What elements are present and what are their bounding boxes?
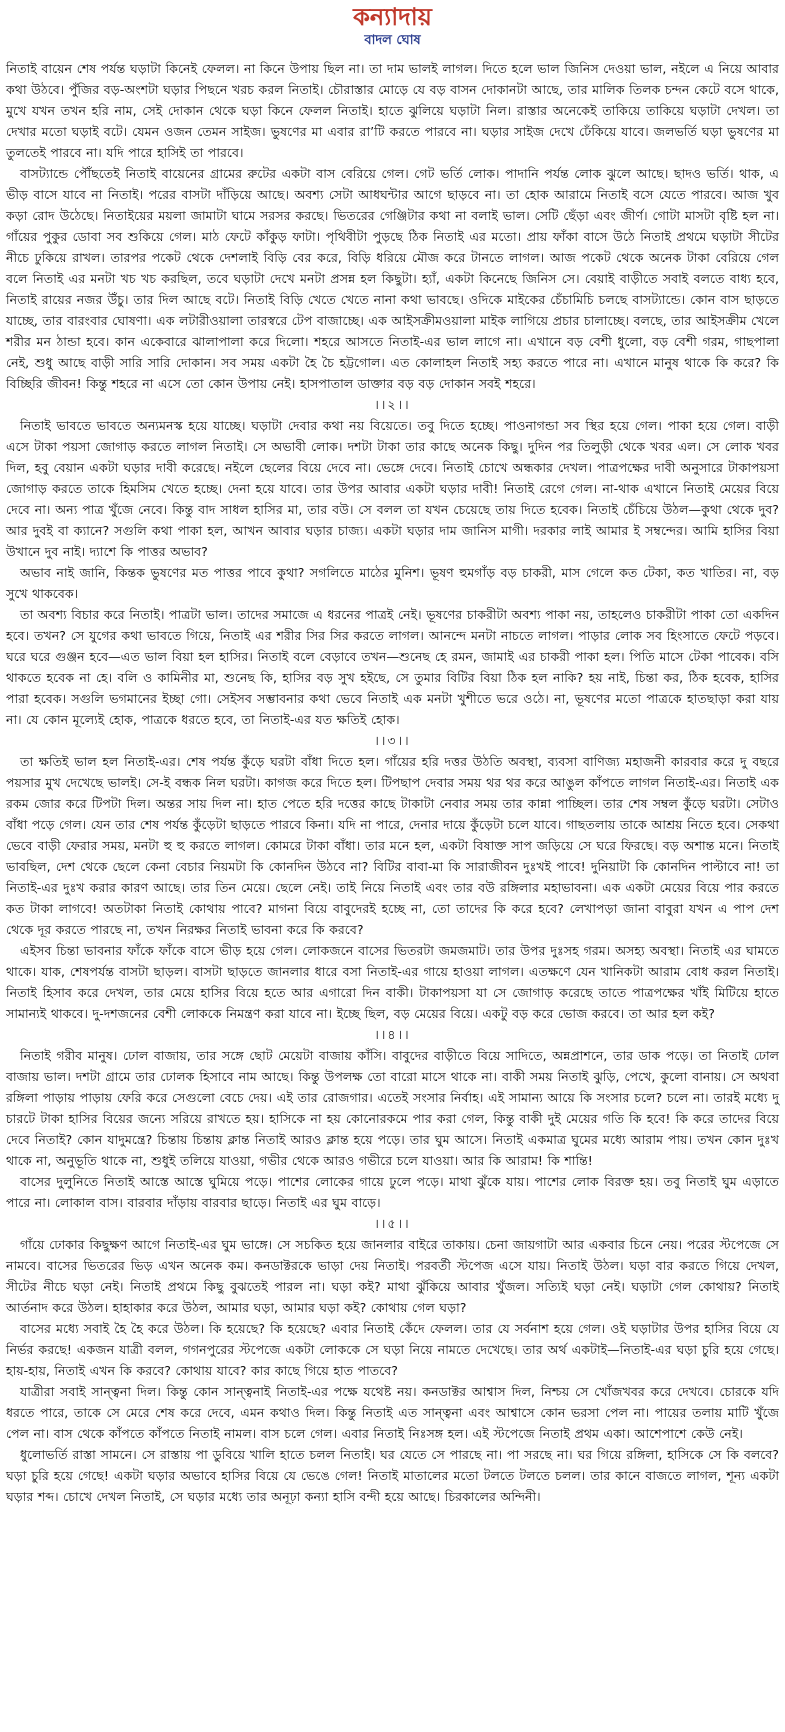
paragraph: বাসের দুলুনিতে নিতাই আস্তে আস্তে ঘুমিয়ে পড়ে। পাশের লোকের গায়ে ঢুলে পড়ে। মাথা ঝুঁকে যায়। পাশের লোক বিরক্ত হয়। তবু নিতাই ঘুম এড়াতে পারে না। লোকাল বাস। বারবার দাঁড়ায় বারবার ছাড়ে। নিতাই এর ঘুম বাড়ে।: [6, 1174, 779, 1210]
story-title: কন্যাদায়: [353, 3, 432, 31]
section-separator: ।।৩।।: [374, 733, 411, 748]
paragraph: বাসট্যান্ডে পৌঁছতেই নিতাই বায়েনের গ্রামের রুটের একটা বাস বেরিয়ে গেল। গেট ভর্তি লোক। পাদানি পর্যন্ত লোক ঝুলে আছে। ছাদও ভর্তি। থাক, এ ভীড় বাসে যাবে না নিতাই। পরের বাসটা দাঁড়িয়ে আছে। অবশ্য সেটা আধঘন্টার আগে ছাড়বে না। তা হোক আরামে নিতাই বসে যেতে পারবে। আজ খুব কড়া রোদ উঠেছে। নিতাইয়ের ময়লা জামাটা ঘামে সরসর করছে। ভিতরের গেঞ্জিটার কথা না বলাই ভাল। সেটি ছেঁড়া এবং জীর্ণ। গোটা মাসটা বৃষ্টি হল না। গাঁয়ের পুকুর ডোবা সব শুকিয়ে গেল। মাঠ ফেটে কাঁকুড় ফাটা। পৃথিবীটা পুড়ছে ঠিক নিতাই এর মতো। প্রায় ফাঁকা বাসে উঠে নিতাই প্রথমে ঘড়াটা সীটের নীচে ঢুকিয়ে রাখল। তারপর পকেট থেকে দেশলাই বিড়ি বের করে, বিড়ি ধরিয়ে মৌজ করে টানতে লাগল। আজ পকেট থেকে অনেক টাকা বেরিয়ে গেল বলে নিতাই এর মনটা খচ খচ করছিল, তবে ঘড়াটা দেখে মনটা প্রসন্ন হল কিছুটা। হ্যাঁ, একটা কিনেছে জিনিস সে। বেয়াই বাড়ীতে সবাই বলতে বাধ্য হবে, নিতাই রায়ের নজর উঁচু। তার দিল আছে বটে। নিতাই বিড়ি খেতে খেতে নানা কথা ভাবছে। ওদিকে মাইকের চেঁচামিচি চলছে বাসট্যান্ডে। কোন বাস ছাড়তে যাচ্ছে, তার বারংবার ঘোষণা। এক লটারীওয়ালা তারস্বরে টেপ বাজাচ্ছে। এক আইসক্রীমওয়ালা মাইক লাগিয়ে প্রচার চালাচ্ছে। বলছে, তার আইসক্রীম খেলে শরীর মন ঠান্ডা হবে। কান একেবারে ঝালাপালা করে দিলো। শহরে আসতে নিতাই-এর ভাল লাগে না। এখানে বড় বেশী ধুলো, বড় বেশী গরম, গাছপালা নেই, শুধু আছে বাড়ী সারি সারি দোকান। সব সময় একটা হৈ চৈ হট্টগোল। এত কোলাহল নিতাই সহ্য করতে পারে না। এখানে মানুষ থাকে কি করে? কি বিচ্ছিরি জীবন! কিন্তু শহরে না এসে তো কোন উপায় নেই। হাসপাতাল ডাক্তার বড় বড় দোকান সবই শহরে।: [6, 166, 779, 391]
section-separator: ।।৫।।: [374, 1216, 411, 1231]
section-separator: ।।২।।: [374, 397, 411, 412]
paragraph: যাত্রীরা সবাই সান্ত্বনা দিল। কিন্তু কোন সান্ত্বনাই নিতাই-এর পক্ষে যথেষ্ট নয়। কনডাক্টর আশ্বাস দিল, নিশ্চয় সে খোঁজখবর করে দেখবে। চোরকে যদি ধরতে পারে, তাকে সে মেরে শেষ করে দেবে, এমন কথাও দিল। কিন্তু নিতাই এত সান্ত্বনা এবং আশ্বাসে কোন ভরসা পেল না। পায়ের তলায় মাটি খুঁজে পেল না। বাস থেকে কাঁপতে কাঁপতে নিতাই নামল। বাস চলে গেল। এবার নিতাই নিঃসঙ্গ হল। এই স্টপেজে নিতাই প্রথম একা। আশেপাশে কেউ নেই।: [6, 1384, 779, 1441]
paragraph: এইসব চিন্তা ভাবনার ফাঁকে ফাঁকে বাসে ভীড় হয়ে গেল। লোকজনে বাসের ভিতরটা জমজমাট। তার উপর দুঃসহ গরম। অসহ্য অবস্থা। নিতাই এর ঘামতে থাকে। যাক, শেষপর্যন্ত বাসটা ছাড়ল। বাসটা ছাড়তে জানলার ধারে বসা নিতাই-এর গায়ে হাওয়া লাগল। এতক্ষণে যেন খানিকটা আরাম বোধ করল নিতাই। নিতাই হিসাব করে দেখল, তার মেয়ে হাসির বিয়ে হতে আর এগারো দিন বাকী। টাকাপয়সা যা সে জোগাড় করেছে তাতে পাত্রপক্ষের খাঁই মিটিয়ে হাতে সামান্যই থাকবে। দু-দশজনের বেশী লোককে নিমন্ত্রণ করা যাবে না। ইচ্ছে ছিল, বড় মেয়ের বিয়ে। একটু বড় করে ভোজ করবে। তা আর হল কই?: [6, 943, 779, 1021]
paragraph: তা অবশ্য বিচার করে নিতাই। পাত্রটা ভাল। তাদের সমাজে এ ধরনের পাত্রই নেই। ভূষণের চাকরীটা অবশ্য পাকা নয়, তাহলেও চাকরীটা পাকা তো একদিন হবে। তখন? সে যুগের কথা ভাবতে গিয়ে, নিতাই এর শরীর সির সির করতে লাগল। আনন্দে মনটা নাচতে লাগল। পাড়ার লোক সব হিংসাতে ফেটে পড়বে। ঘরে ঘরে গুঞ্জন হবে—এত ভাল বিয়া হল হাসির। নিতাই বলে বেড়াবে তখন—শুনেছ হে রমন, জামাই এর চাকরী পাকা হল। পিতি মাসে টেকা পাবেক। বসি থাকতে হবেক না হে। বলি ও কামিনীর মা, শুনেছ কি, হাসির বড় সুখ হইছে, সে তুমার বিটির বিয়া ঠিক হল নাকি? হয় নাই, চিন্তা কর, ঠিক হবেক, হাসির পারা হবেক। সগুলি ভগমানের ইচ্ছা গো। সেইসব সম্ভাবনার কথা ভেবে নিতাই এক মনটা খুশীতে ভরে ওঠে। না, ভূষণের মতো পাত্রকে হাতছাড়া করা যায় না। যে কোন মূল্যেই হোক, পাত্রকে ধরতে হবে, তা নিতাই-এর যত ক্ষতিই হোক।: [6, 607, 779, 727]
paragraph: তা ক্ষতিই ভাল হল নিতাই-এর। শেষ পর্যন্ত কুঁড়ে ঘরটা বাঁধা দিতে হল। গাঁয়ের হরি দত্তর উঠতি অবস্থা, ব্যবসা বাণিজ্য মহাজনী কারবার করে দু বছরে পয়সার মুখ দেখেছে ভালই। সে-ই বন্ধক নিল ঘরটা। কাগজ করে দিতে হল। টিপছাপ দেবার সময় থর থর করে আঙুল কাঁপতে লাগল নিতাই-এর। নিতাই এক রকম জোর করে টিপটা দিল। অন্তর সায় দিল না। হাত পেতে হরি দত্তের কাছে টাকাটা নেবার সময় তার কান্না পাচ্ছিল। তার শেষ সম্বল কুঁড়ে ঘরটা। সেটাও বাঁধা পড়ে গেল। যেন তার শেষ পর্যন্ত কুঁড়েটা ছাড়তে পারবে কিনা। যদি না পারে, দেনার দায়ে কুঁড়েটা চলে যাবে। গাছতলায় তাকে আশ্রয় নিতে হবে। সেকথা ভেবে বাড়ী ফেরার সময়, মনটা হু হু করতে লাগল। কোমরে টাকা বাঁধা। তার মনে হল, একটা বিষাক্ত সাপ জড়িয়ে সে ঘরে ফিরছে। বড় অশান্ত মনে। নিতাই ভাবছিল, দেশ থেকে ছেলে কেনা বেচার নিয়মটা কি কোনদিন উঠবে না? বিটির বাবা-মা কি সারাজীবন দুঃখই পাবে! দুনিয়াটা কি কোনদিন পাল্টাবে না! তা নিতাই-এর দুঃখ করার কারণ আছে। তার তিন মেয়ে। ছেলে নেই। তাই নিয়ে নিতাই এবং তার বউ রঙ্গিলার মহাভাবনা। এক একটা মেয়ের বিয়ে পার করতে কত টাকা লাগবে! অতটাকা নিতাই কোথায় পাবে? মাগনা বিয়ে বাবুদেরই হচ্ছে না, তো তাদের কি করে হবে? লেখাপড়া জানা বাবুরা যখন এ পাপ দেশ থেকে দূর করতে পারছে না, তখন নিরক্ষর নিতাই ভাবনা করে কি করবে?: [6, 754, 779, 937]
paragraph: নিতাই ভাবতে ভাবতে অন্যমনস্ক হয়ে যাচ্ছে। ঘড়াটা দেবার কথা নয় বিয়েতে। তবু দিতে হচ্ছে। পাওনাগন্ডা সব স্থির হয়ে গেল। পাকা হয়ে গেল। বাড়ী এসে টাকা পয়সা জোগাড় করতে লাগল নিতাই। সে অভাবী লোক। দশটা টাকা তার কাছে অনেক কিছু। দুদিন পর তিলুড়ী থেকে খবর এল। সে লোক খবর দিল, হবু বেয়ান একটা ঘড়ার দাবী করেছে। নইলে ছেলের বিয়ে দেবে না। ভেঙ্গে দেবে। নিতাই চোখে অন্ধকার দেখল। পাত্রপক্ষের দাবী অনুসারে টাকাপয়সা জোগাড় করতে তাকে হিমসিম খেতে হচ্ছে। দেনা হয়ে যাবে। তার উপর আবার একটা ঘড়ার দাবী! নিতাই রেগে গেল। না-থাক এখানে নিতাই মেয়ের বিয়ে দেবে না। অন্য পাত্র খুঁজে নেবে। কিন্তু বাদ সাধল হাসির মা, তার বউ। সে বলল তা যখন চেয়েছে তায় দিতে হবেক। নিতাই চেঁচিয়ে উঠল—কুথা থেকে দুব? আর দুবই বা ক্যানে? সগুলি কথা পাকা হল, আখন আবার ঘড়ার চাজ্য। একটা ঘড়ার দাম জানিস মাগী। দরকার লাই আমার ই সম্বন্দের। আমি হাসির বিয়া উখানে দুব নাই। দ্যাশে কি পাত্তর অভাব?: [6, 418, 779, 559]
paragraph: গাঁয়ে ঢোকার কিছুক্ষণ আগে নিতাই-এর ঘুম ভাঙ্গে। সে সচকিত হয়ে জানলার বাইরে তাকায়। চেনা জায়গাটা আর একবার চিনে নেয়। পরের স্টপেজে সে নামবে। বাসের ভিতরের ভিড় এখন অনেক কম। কনডাক্টরকে ভাড়া দেয় নিতাই। পরবর্তী স্টপেজ এসে যায়। নিতাই উঠল। ঘড়া বার করতে গিয়ে দেখল, সীটের নীচে ঘড়া নেই। নিতাই প্রথমে কিছু বুঝতেই পারল না। ঘড়া কই? মাথা ঝুঁকিয়ে আবার খুঁজল। সত্যিই ঘড়া নেই। ঘড়াটা গেল কোথায়? নিতাই আর্তনাদ করে উঠল। হাহাকার করে উঠল, আমার ঘড়া, আমার ঘড়া কই? কোথায় গেল ঘড়া?: [6, 1237, 779, 1315]
paragraph: অভাব নাই জানি, কিন্তক ভুষণের মত পাত্তর পাবে কুথা? সগলিতে মাঠের মুনিশ। ভূষণ হুমগাঁড় বড় চাকরী, মাস গেলে কত টেকা, কত খাতির। না, বড় সুখে থাকবেক।: [6, 565, 779, 601]
paragraph: ধুলোভর্তি রাস্তা সামনে। সে রাস্তায় পা ডুবিয়ে খালি হাতে চলল নিতাই। ঘর যেতে সে পারছে না। পা সরছে না। ঘর গিয়ে রঙ্গিলা, হাসিকে সে কি বলবে? ঘড়া চুরি হয়ে গেছে! একটা ঘড়ার অভাবে হাসির বিয়ে যে ভেঙে গেল! নিতাই মাতালের মতো টলতে টলতে চলল। তার কানে বাজতে লাগল, শূন্য একটা ঘড়ার শব্দ। চোখে দেখল নিতাই, সে ঘড়ার মধ্যে তার অনূঢ়া কন্যা হাসি বন্দী হয়ে আছে। চিরকালের অন্দিনী।: [6, 1447, 779, 1504]
section-separator: ।।৪।।: [374, 1027, 411, 1042]
paragraph: বাসের মধ্যে সবাই হৈ হৈ করে উঠল। কি হয়েছে? কি হয়েছে? এবার নিতাই কেঁদে ফেলল। তার যে সর্বনাশ হয়ে গেল। ওই ঘড়াটার উপর হাসির বিয়ে যে নির্ভর করছে! একজন যাত্রী বলল, গগনপুরের স্টপেজে একটা লোককে সে ঘড়া নিয়ে নামতে দেখেছে। তার অর্থ একটাই—নিতাই-এর ঘড়া চুরি হয়ে গেছে। হায়-হায়, নিতাই এখন কি করবে? কোথায় যাবে? কার কাছে গিয়ে হাত পাতবে?: [6, 1321, 779, 1378]
paragraph: নিতাই গরীব মানুষ। ঢোল বাজায়, তার সঙ্গে ছোট মেয়েটা বাজায় কাঁসি। বাবুদের বাড়ীতে বিয়ে সাদিতে, অন্নপ্রাশনে, তার ডাক পড়ে। তা নিতাই ঢোল বাজায় ভাল। দশটা গ্রামে তার ঢোলক হিসাবে নাম আছে। কিন্তু উপলক্ষ তো বারো মাসে থাকে না। বাকী সময় নিতাই ঝুড়ি, পেখে, কুলো বানায়। সে অথবা রঙ্গিলা পাড়ায় পাড়ায় ফেরি করে সেগুলো বেচে দেয়। এই তার রোজগার। এতেই সংসার নির্বাহ। এই সামান্য আয়ে কি সংসার চলে? চলে না। তারই মধ্যে দু চারটে টাকা হাসির বিয়ের জন্যে সরিয়ে রাখতে হয়। হাসিকে না হয় কোনোরকমে পার করা গেল, কিন্তু বাকী দুই মেয়ের গতি কি হবে! কি করে তাদের বিয়ে দেবে নিতাই? কোন যাদুমন্ত্রে? চিন্তায় চিন্তায় ক্লান্ত নিতাই আরও ক্লান্ত হয়ে পড়ে। তার ঘুম আসে। নিতাই একমাত্র ঘুমের মধ্যে আরাম পায়। তখন কোন দুঃখ থাকে না, অনুভূতি থাকে না, শুধুই তলিয়ে যাওয়া, গভীর থেকে আরও গভীরে চলে যাওয়া। আর কি আরাম! কি শান্তি!: [6, 1048, 779, 1168]
paragraph: নিতাই বায়েন শেষ পর্যন্ত ঘড়াটা কিনেই ফেলল। না কিনে উপায় ছিল না। তা দাম ভালই লাগল। দিতে হলে ভাল জিনিস দেওয়া ভাল, নইলে এ নিয়ে আবার কথা উঠবে। পুঁজির বড়-অংশটা ঘড়ার পিছনে খরচ করল নিতাই। চৌরাস্তার মোড়ে যে বড় বাসন দোকানটা আছে, তার মালিক তিলক চন্দন কেটে বসে থাকে, মুখে যখন তখন হরি নাম, সেই দোকান থেকে ঘড়া কিনে ফেলল নিতাই। হাতে ঝুলিয়ে ঘড়াটা নিল। রাস্তার অনেকেই তাকিয়ে তাকিয়ে ঘড়াটা দেখল। তা দেখার মতো ঘড়াই বটে। যেমন ওজন তেমন সাইজ। ভুষণের মা এবার রা’টি করতে পারবে না। ঘড়ার সাইজ দেখে ঢেঁকিয়ে যাবে। জলভর্তি ঘড়া ভুষণের মা তুলতেই পারবে না। যদি পারে হাসিই তা পারবে।: [6, 61, 779, 160]
story-author: বাদল ঘোষ: [364, 33, 421, 48]
